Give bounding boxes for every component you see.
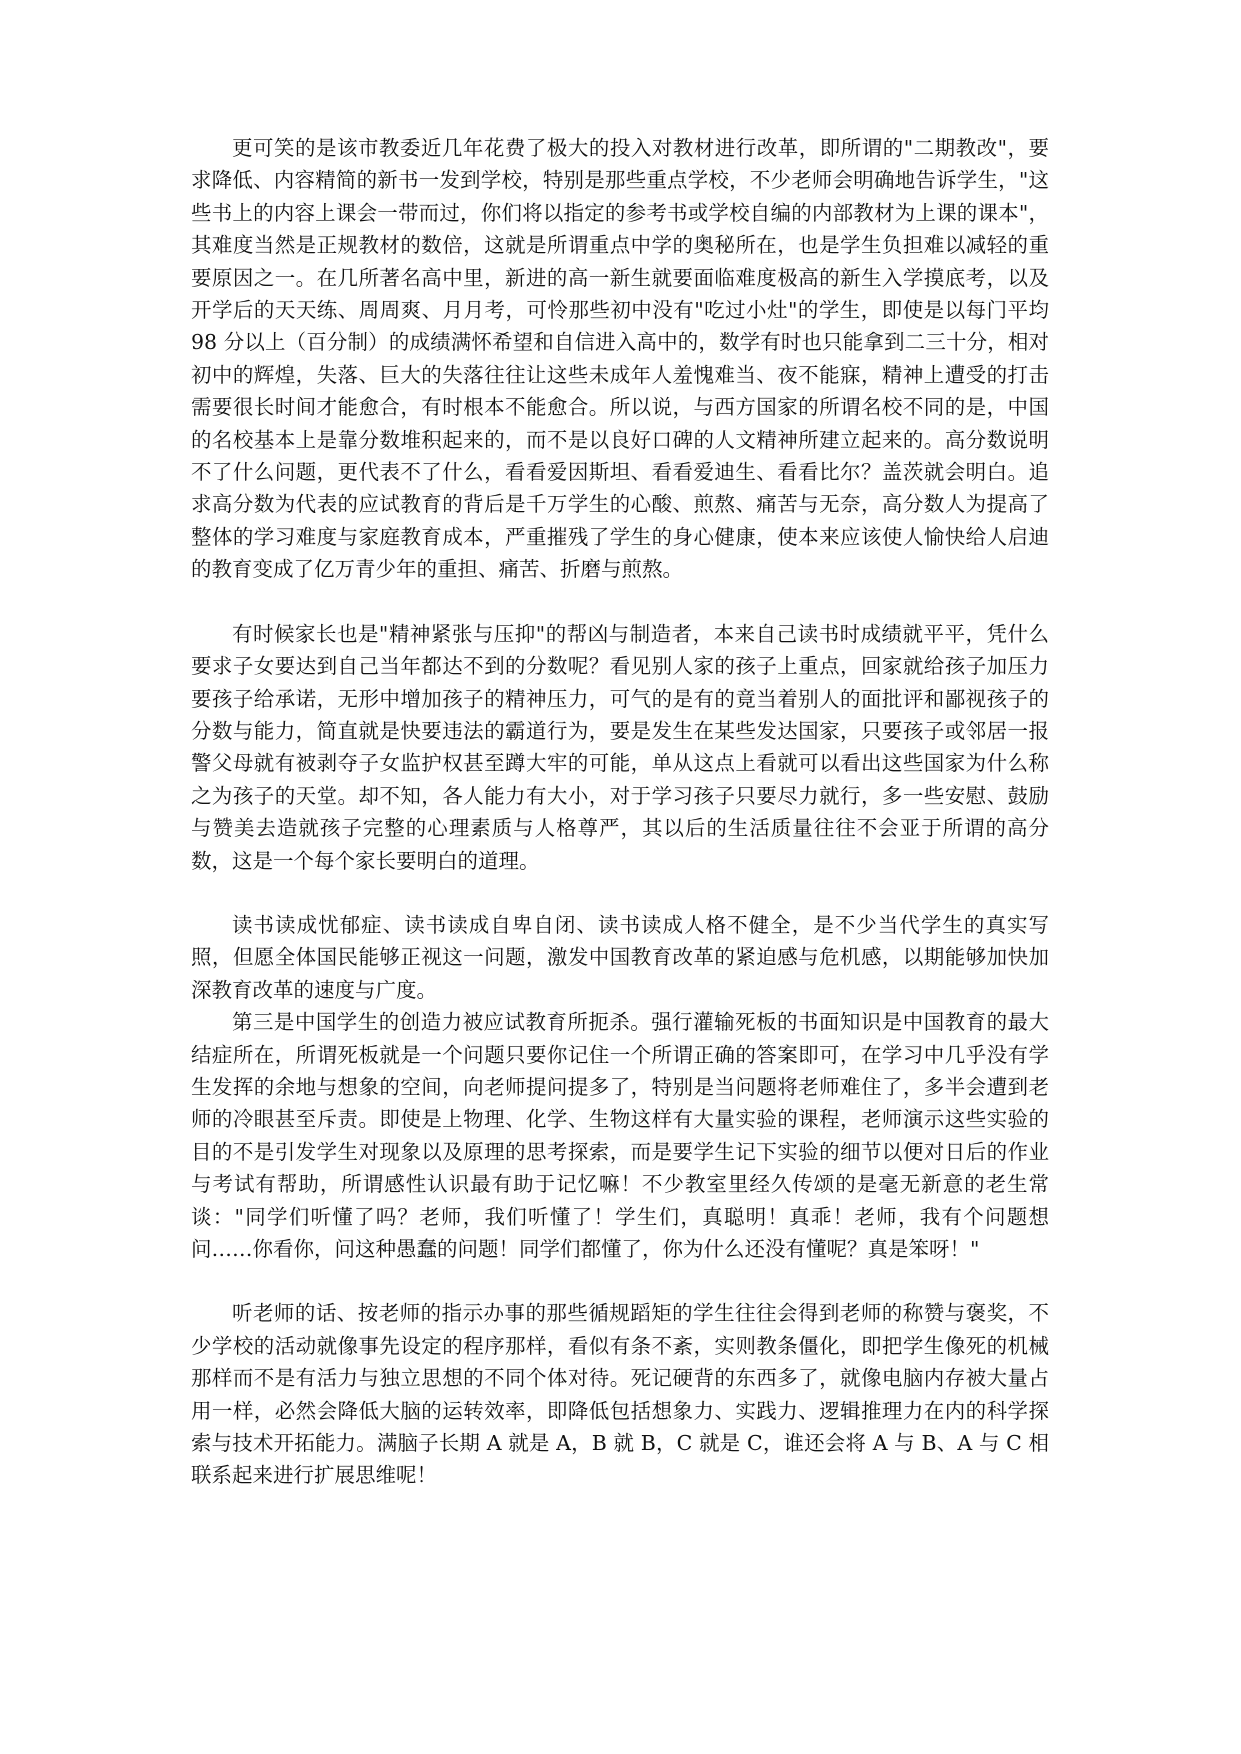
paragraph-1: 更可笑的是该市教委近几年花费了极大的投入对教材进行改革，即所谓的"二期教改"，要求降低、内容精简的新书一发到学校，特别是那些重点学校，不少老师会明确地告诉学生，"这些书上的内容上课会一带而过，你们将以指定的参考书或学校自编的内部教材为上课的课本"，其难度当然是正规教材的数倍，这就是所谓重点中学的奥秘所在，也是学生负担难以减轻的重要原因之一。在几所著名高中里，新进的高一新生就要面临难度极高的新生入学摸底考，以及开学后的天天练、周周爽、月月考，可怜那些初中没有"吃过小灶"的学生，即使是以每门平均 98 分以上（百分制）的成绩满怀希望和自信进入高中的，数学有时也只能拿到二三十分，相对初中的辉煌，失落、巨大的失落往往让这些未成年人羞愧难当、夜不能寐，精神上遭受的打击需要很长时间才能愈合，有时根本不能愈合。所以说，与西方国家的所谓名校不同的是，中国的名校基本上是靠分数堆积起来的，而不是以良好口碑的人文精神所建立起来的。高分数说明不了什么问题，更代表不了什么，看看爱因斯坦、看看爱迪生、看看比尔？盖茨就会明白。追求高分数为代表的应试教育的背后是千万学生的心酸、煎熬、痛苦与无奈，高分数人为提高了整体的学习难度与家庭教育成本，严重摧残了学生的身心健康，使本来应该使人愉快给人启迪的教育变成了亿万青少年的重担、痛苦、折磨与煎熬。: [191, 136, 1049, 582]
paragraph-2: 有时候家长也是"精神紧张与压抑"的帮凶与制造者，本来自己读书时成绩就平平，凭什么要求子女要达到自己当年都达不到的分数呢？看见别人家的孩子上重点，回家就给孩子加压力要孩子给承诺，无形中增加孩子的精神压力，可气的是有的竟当着别人的面批评和鄙视孩子的分数与能力，简直就是快要违法的霸道行为，要是发生在某些发达国家，只要孩子或邻居一报警父母就有被剥夺子女监护权甚至蹲大牢的可能，单从这点上看就可以看出这些国家为什么称之为孩子的天堂。却不知，各人能力有大小，对于学习孩子只要尽力就行，多一些安慰、鼓励与赞美去造就孩子完整的心理素质与人格尊严，其以后的生活质量往往不会亚于所谓的高分数，这是一个每个家长要明白的道理。: [191, 621, 1049, 873]
document-body: [191, 132, 1049, 1492]
paragraph-gap: [191, 877, 1049, 909]
paragraph-3: 读书读成忧郁症、读书读成自卑自闭、读书读成人格不健全，是不少当代学生的真实写照，但愿全体国民能够正视这一问题，激发中国教育改革的紧迫感与危机感，以期能够加快加深教育改革的速度与广度。: [191, 912, 1049, 1002]
paragraph-4: 第三是中国学生的创造力被应试教育所扼杀。强行灌输死板的书面知识是中国教育的最大结症所在，所谓死板就是一个问题只要你记住一个所谓正确的答案即可，在学习中几乎没有学生发挥的余地与想象的空间，向老师提问提多了，特别是当问题将老师难住了，多半会遭到老师的冷眼甚至斥责。即使是上物理、化学、生物这样有大量实验的课程，老师演示这些实验的目的不是引发学生对现象以及原理的思考探索，而是要学生记下实验的细节以便对日后的作业与考试有帮助，所谓感性认识最有助于记忆嘛！不少教室里经久传颂的是毫无新意的老生常谈："同学们听懂了吗？老师，我们听懂了！学生们，真聪明！真乖！老师，我有个问题想问……你看你，问这种愚蠢的问题！同学们都懂了，你为什么还没有懂呢？真是笨呀！": [191, 1010, 1049, 1261]
paragraph-5: 听老师的话、按老师的指示办事的那些循规蹈矩的学生往往会得到老师的称赞与褒奖，不少学校的活动就像事先设定的程序那样，看似有条不紊，实则教条僵化，即把学生像死的机械那样而不是有活力与独立思想的不同个体对待。死记硬背的东西多了，就像电脑内存被大量占用一样，必然会降低大脑的运转效率，即降低包括想象力、实践力、逻辑推理力在内的科学探索与技术开拓能力。满脑子长期 A 就是 A，B 就 B，C 就是 C，谁还会将 A 与 B、A 与 C 相联系起来进行扩展思维呢！: [191, 1301, 1049, 1488]
paragraph-gap: [191, 586, 1049, 618]
paragraph-gap: [191, 1265, 1049, 1297]
